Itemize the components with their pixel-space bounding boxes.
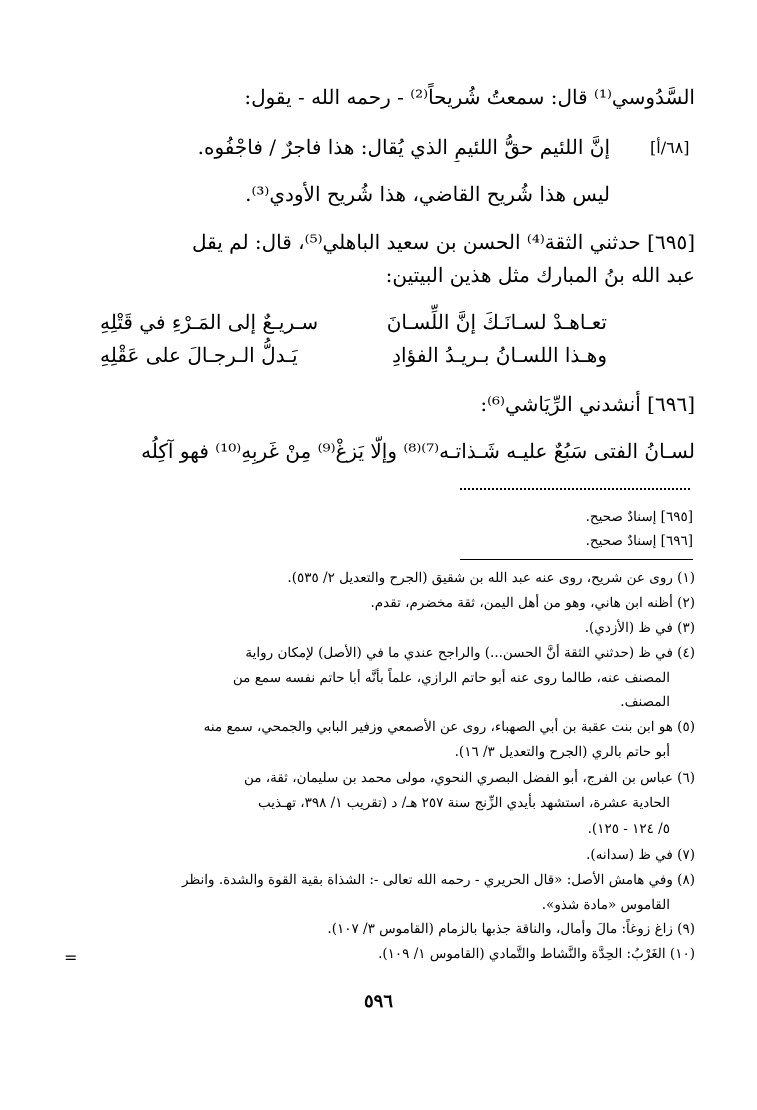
footnote-3: (٣) في ظ (الأزدي).	[584, 620, 695, 636]
footnote-7: (٧) في ظ (سدانه).	[586, 847, 695, 863]
footnote-5-line-2: أبو حاتم بالري (الجرح والتعديل ٣/ ١٦).	[454, 744, 670, 760]
footnote-4-line-1: (٤) في ظ (حدثني الثقة أنَّ الحسن...) والراجح عندي ما في (الأصل) لإمكان رواية	[245, 645, 695, 661]
body-line-2: إنَّ اللئيم حقُّ اللئيمِ الذي يُقال: هذا فاجرٌ / فاجْفُوه.	[197, 135, 610, 159]
footnote-10: (١٠) الغَرْبُ: الحِدَّة والنَّشاط والتَّمادي (القاموس ١/ ١٠٩).	[378, 946, 695, 962]
footnote-1: (١) روى عن شريح، روى عنه عبد الله بن شقيق (الجرح والتعديل ٢/ ٥٣٥).	[287, 570, 695, 586]
isnad-note-696: [٦٩٦] إسنادٌ صحيح.	[585, 533, 693, 549]
verse-1-first-hemistich: تعـاهـدْ لسـانَـكَ إنَّ اللِّسـانَ	[386, 310, 607, 334]
margin-folio-reference: [٦٨/أ]	[650, 138, 690, 157]
verse-1-second-hemistich: سـريـعٌ إلى المَـرْءِ في قَتْلِهِ	[100, 310, 319, 334]
verse-2-first-hemistich: وهـذا اللسـانُ بـريـدُ الفؤادِ	[392, 343, 607, 367]
footnote-4-line-3: المصنف.	[620, 694, 670, 710]
continuation-mark: =	[64, 948, 78, 967]
body-line-6: [٦٩٦] أنشدني الرِّيَاشي⁽⁶⁾:	[480, 392, 695, 416]
footnote-6-line-3: ٥/ ١٢٤ - ١٢٥).	[587, 821, 670, 837]
footnote-6-line-2: الحادية عشرة، استشهد بأيدي الزِّنج سنة ٢٥٧ هـ/ د (تقريب ١/ ٣٩٨، تهـذيب	[257, 795, 670, 811]
footnote-rule	[460, 559, 693, 560]
footnote-8-line-1: (٨) وفي هامش الأصل: «قال الحريري - رحمه الله تعالى -: الشذاة بقية القوة والشدة. وانظر	[182, 872, 695, 888]
footnote-5-line-1: (٥) هو ابن بنت عقبة بن أبي الصهباء، روى عن الأصمعي وزفير البابي والجمحي، سمع منه	[203, 719, 695, 735]
body-line-7: لسـانُ الفتى سَبُعٌ عليـه شَـذاتـه⁽⁷⁾⁽⁸⁾ وإلَّا يَزغْ⁽⁹⁾ مِنْ غَربِهِ⁽¹⁰⁾ فهو آكِلُه	[141, 439, 695, 463]
body-line-4: [٦٩٥] حدثني الثقة⁽⁴⁾ الحسن بن سعيد الباهلي⁽⁵⁾، قال: لم يقل	[191, 230, 695, 254]
footnote-4-line-2: المصنف عنه، طالما روى عنه أبو حاتم الرازي، علماً بأنَّه أبا حاتم نفسه سمع من	[232, 670, 670, 686]
verse-2-second-hemistich: يَـدلُّ الـرجـالَ على عَقْلِهِ	[100, 343, 298, 367]
footnote-9: (٩) زاغ زوغاً: مالَ وأمال، والناقة جذبها بالزمام (القاموس ٣/ ١٠٧).	[327, 921, 695, 937]
footnote-8-line-2: القاموس «مادة شذو».	[541, 897, 670, 913]
footnote-6-line-1: (٦) عباس بن الفرج، أبو الفضل البصري النحوي، مولى محمد بن سليمان، ثقة، من	[243, 770, 695, 786]
isnad-note-695: [٦٩٥] إسنادٌ صحيح.	[585, 509, 693, 525]
body-line-1: السَّدُوسي⁽¹⁾ قال: سمعتُ شُريحاً⁽²⁾ - رحمه الله - يقول:	[244, 85, 695, 109]
dotted-separator	[460, 484, 690, 490]
body-line-5: عبد الله بنُ المبارك مثل هذين البيتين:	[385, 263, 695, 287]
footnote-2: (٢) أظنه ابن هاني، وهو من أهل اليمن، ثقة مخضرم، تقدم.	[370, 595, 695, 611]
body-line-3: ليس هذا شُريح القاضي، هذا شُريح الأودي⁽³⁾.	[245, 182, 610, 206]
page-number: ٥٩٦	[363, 991, 393, 1012]
